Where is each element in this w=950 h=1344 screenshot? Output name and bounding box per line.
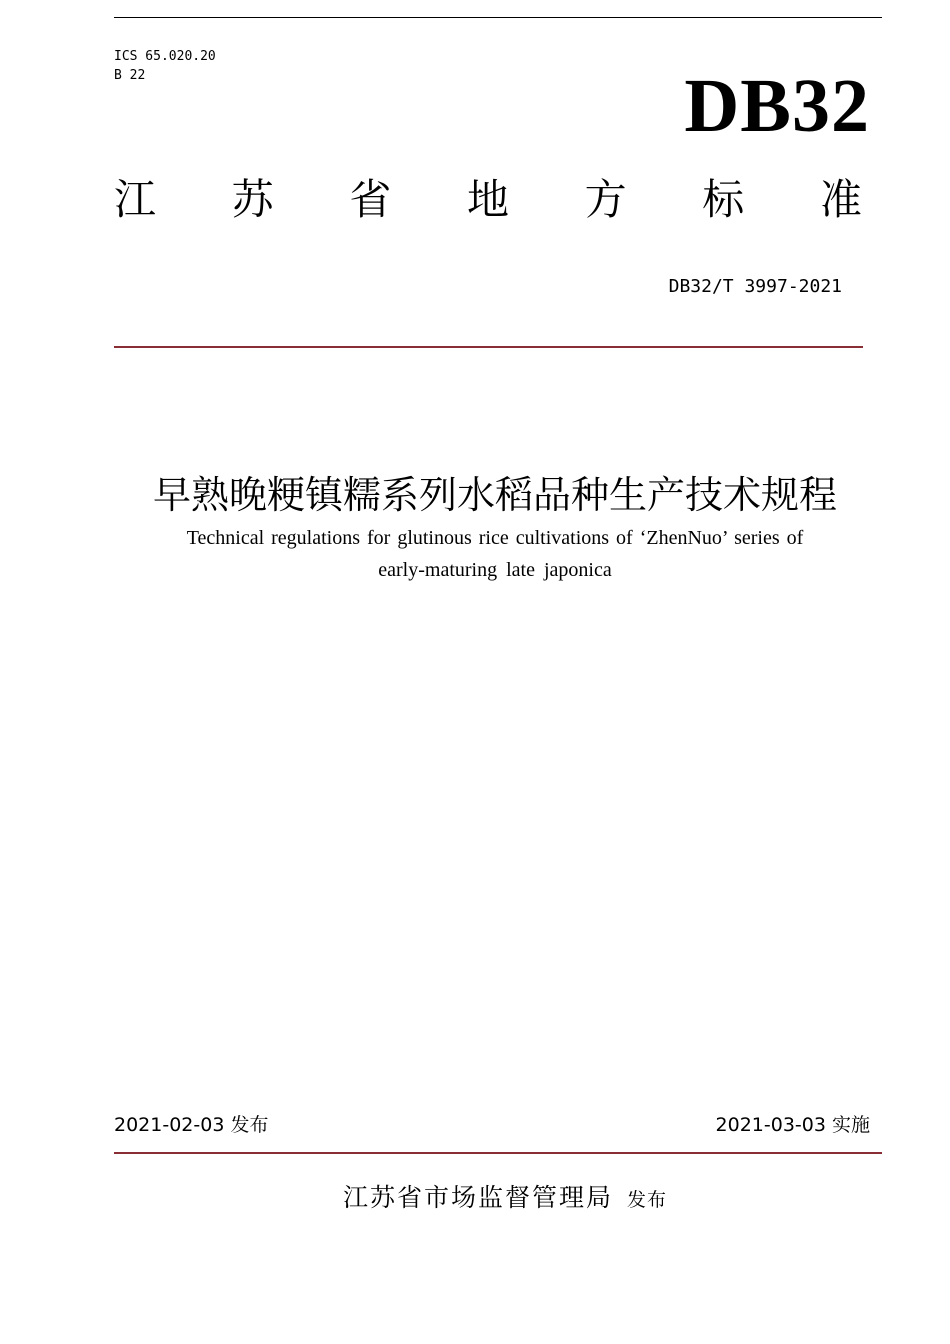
standard-kind-char: 方 [584,175,627,224]
issuer-line [0,1178,950,1220]
title-chinese: 早熟晚粳镇糯系列水稻品种生产技术规程 [152,473,837,517]
issuer-name: 江苏省市场监督管理局 [342,1183,613,1212]
standard-number: DB32/T 3997-2021 [668,276,842,297]
publish-date: 2021-02-03 发布 [114,1114,269,1136]
standard-kind-char: 江 [114,175,157,224]
db-code: DB32 [684,64,870,148]
standard-kind-char: 标 [702,175,745,224]
standard-kind-char: 省 [349,175,392,224]
title-english-line-1: Technical regulations for glutinous rice cultivations of ‘ZhenNuo’ series of [186,527,804,549]
standard-kind-char: 准 [819,175,862,224]
ics-code: ICS 65.020.20 [114,49,216,64]
standard-kind-heading [114,172,862,228]
implement-date: 2021-03-03 实施 [715,1114,870,1136]
standard-kind-char: 苏 [231,175,274,224]
classification-code: B 22 [114,68,146,83]
issuer-action: 发布 [627,1189,668,1211]
standard-kind-char: 地 [466,175,509,224]
top-rule [114,17,882,18]
header-divider [114,346,863,348]
footer-divider [114,1152,882,1154]
title-english-line-2: early-maturing late japonica [378,559,612,581]
